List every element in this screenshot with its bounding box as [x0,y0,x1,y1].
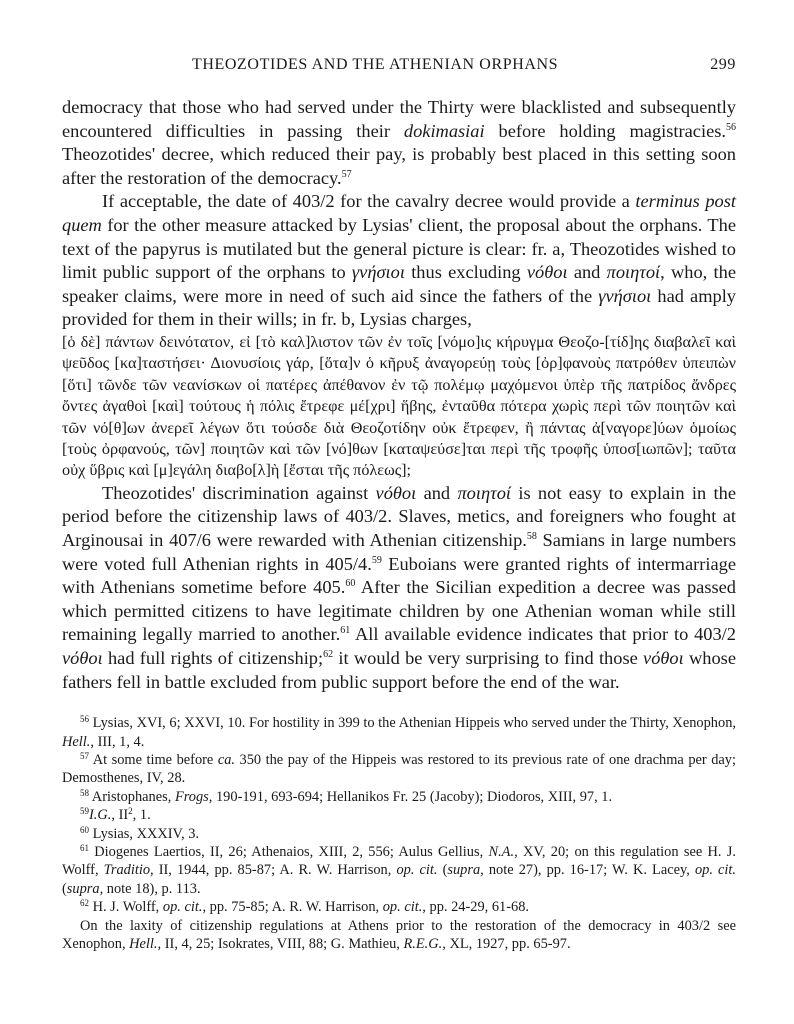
text-run: , who, the speaker claims, were more in need of such aid since the fathers of the [62,262,736,306]
footnote-number: 60 [80,824,89,835]
text-run: pp. 75-85; A. R. W. Harrison, [206,899,383,916]
footnote-58 [62,788,736,806]
italic-term: terminus post quem [62,191,736,235]
running-head [62,56,736,78]
text-run: note 18), p. 113. [103,880,201,897]
footnote-ref-60: 60 [345,578,356,590]
italic-term: Traditio, [103,862,154,879]
text-run: pp. 24-29, 61-68. [425,899,530,916]
greek-term: νόθοι [643,647,684,668]
text-run: note 27), pp. 16-17; W. K. Lacey, [483,862,695,879]
italic-term: op. cit., [162,899,207,916]
text-run: for the other measure attacked by Lysias' client, the proposal about the orphans. The text of the papyrus is mutilated but the general picture is clear: fr. a, Theozotides wished to limit public support of the orphans to [62,214,736,283]
footnote-61 [62,843,736,898]
greek-term: ποιητοί [457,482,511,503]
greek-term: νόθοι [526,262,568,283]
italic-term: op. cit., [382,899,426,916]
text-run: , 1. [132,807,151,824]
page-number: 299 [710,56,736,73]
footnote-number: 59 [80,806,89,817]
italic-term: dokimasiai [403,120,485,141]
text-run: Lysias, XXXIV, 3. [89,825,200,842]
text-run: All available evidence indicates that prior to 403/2 [350,624,736,645]
footnote-number: 62 [80,898,89,909]
paragraph [62,190,736,332]
running-title: THEOZOTIDES AND THE ATHENIAN ORPHANS [192,56,559,73]
text-run: and [416,482,458,503]
text-run: Theozotides' discrimination against [102,482,376,503]
text-run: democracy that those who had served under the Thirty were blacklisted and subsequently encountered difficulties in passing their [62,97,736,141]
italic-term: supra, [447,862,484,879]
footnote-59 [62,806,736,824]
italic-term: Hell. [62,733,91,750]
text-run: it would be very surprising to find those [333,647,644,668]
text-run: Lysias, XVI, 6; XXVI, 10. For hostility in 399 to the Athenian Hippeis who served under the Thirty, Xenophon, [89,715,736,732]
text-run: is not easy to explain in the period before the citizenship laws of 403/2. Slaves, metics, and foreigners who fought at Arginousai in 407/6 were rewarded with Athenian citizenship. [62,482,736,550]
footnote-60 [62,825,736,843]
greek-quotation: [ὁ δὲ] πάντων δεινότατον, εἰ [τὸ καλ]λιστον τῶν ἐν τοῖς [νόμο]ις κήρυγμα Θεοζο-[τίδ]ης διαβαλεῖ καὶ ψεῦδος [κα]ταστήσει· Διονυσίοις γάρ, [ὅτα]ν ὁ κῆρυξ ἀναγορεύῃ τοὺς [ὀρ]φανοὺς πατρόθεν ὑπειπὼν [ὅτι] τῶνδε τῶν νεανίσκων οἱ πατέρες ἀπέθανον ἐν τῷ πολέμῳ μαχόμενοι ὑπὲρ τῆς πατρίδος ἄνδρες ὄντες ἀγαθοὶ [καὶ] τούτους ἡ πόλις ἔτρεφε μέ[χρι] ἥβης, ἐνταῦθα πότερα χωρὶς περὶ τῶν ποιητῶν καὶ τῶν νό[θ]ων ἀνερεῖ λέγων ὅτι τούσδε διὰ Θεοζοτίδην οὐκ ἔτρεφεν, ἢ πάντας ἀ[ναγορε]ύων ὁμοίως [τοὺς ὀρφανούς, τῶν] ποιητῶν καὶ τῶν [νό]θων [καταψεύσε]ται περὶ τῆς τροφῆς ὑποσ[ιωπῶν]; ταῦτα οὐχ ὕβρις καὶ [μ]εγάλη διαβο[λ]ὴ [ἔσται τῆς πόλεως]; [62,332,736,480]
paragraph [62,96,736,190]
greek-term: γνήσιοι [598,285,652,306]
footnote-number: 58 [80,787,89,798]
italic-term: Frogs, [174,788,213,805]
text-run: 350 the pay of the Hippeis was restored to its previous rate of one drachma per day; Demosthenes, IV, 28. [62,751,736,787]
text-run: Euboians were granted rights of intermarriage with Athenians sometime before 405. [62,553,736,598]
text-run: and [567,262,607,283]
footnote-ref-56: 56 [726,121,736,133]
superscript: 2 [128,806,133,817]
italic-term: R.E.G., [403,936,446,952]
text-run: , XV, 20; on this regulation see H. J. Wolff, [62,843,736,879]
text-run: before holding magistracies. [484,120,726,141]
text-run: Diogenes Laertios, II, 26; Athenaios, XIII, 2, 556; Aulus Gellius, [89,843,489,860]
italic-term: Hell., [129,936,162,952]
footnote-ref-59: 59 [371,554,382,566]
text-run: Samians in large numbers were voted full Athenian rights in 405/4. [62,529,736,574]
footnote-number: 61 [80,842,89,853]
text-run: ( [62,880,67,897]
text-run: thus excluding [404,262,527,283]
text-run: H. J. Wolff, [89,899,163,916]
italic-term: op. cit. [694,862,736,879]
footnote-62-continued [62,917,736,954]
page [62,0,736,953]
text-run: II [114,807,129,824]
text-run: Aristophanes, [89,788,175,805]
footnote-ref-57: 57 [341,168,352,180]
italic-term: supra, [66,880,104,897]
text-run: 190-191, 693-694; Hellanikos Fr. 25 (Jacoby); Diodoros, XIII, 97, 1. [212,788,613,805]
italic-term: I.G., [89,807,115,824]
text-run: On the laxity of citizenship regulations at Athens prior to the restoration of the democracy in 403/2 see Xenophon, [62,917,736,952]
footnote-number: 57 [80,750,89,761]
text-run: If acceptable, the date of 403/2 for the cavalry decree would provide a [102,191,636,212]
body-text [62,96,736,694]
text-run: had full rights of citizenship; [102,647,324,668]
text-run: Theozotides' decree, which reduced their pay, is probably best placed in this setting soon after the restoration of the democracy. [62,144,736,188]
text-run: At some time before [89,751,218,768]
text-run: whose fathers fell in battle excluded from public support before the end of the war. [62,647,736,692]
footnote-62 [62,898,736,916]
footnote-56 [62,714,736,751]
text-run: II, 4, 25; Isokrates, VIII, 88; G. Mathieu, [161,936,404,952]
greek-term: ποιητοί [606,262,661,283]
greek-term: νόθοι [62,647,103,668]
italic-term: N.A. [488,843,515,860]
italic-term: op. cit. [396,862,438,879]
footnote-number: 56 [80,714,89,725]
text-run: After the Sicilian expedition a decree was passed which permitted citizens to have legitimate children by one Athenian woman while still remaining legally married to another. [62,577,736,645]
footnotes [62,714,736,953]
text-run: , III, 1, 4. [90,733,145,750]
italic-term: ca. [217,751,236,768]
text-run: had amply provided for them in their wills; in fr. b, Lysias charges, [62,285,736,330]
text-run: XL, 1927, pp. 65-97. [445,936,571,952]
footnote-ref-61: 61 [340,625,351,637]
footnote-ref-62: 62 [323,648,334,660]
paragraph [62,482,736,694]
text-run: II, 1944, pp. 85-87; A. R. W. Harrison, [153,862,397,879]
footnote-57 [62,751,736,788]
greek-term: νόθοι [375,482,417,503]
footnote-ref-58: 58 [526,530,537,542]
text-run: ( [437,862,448,879]
greek-term: γνήσιοι [351,262,405,283]
